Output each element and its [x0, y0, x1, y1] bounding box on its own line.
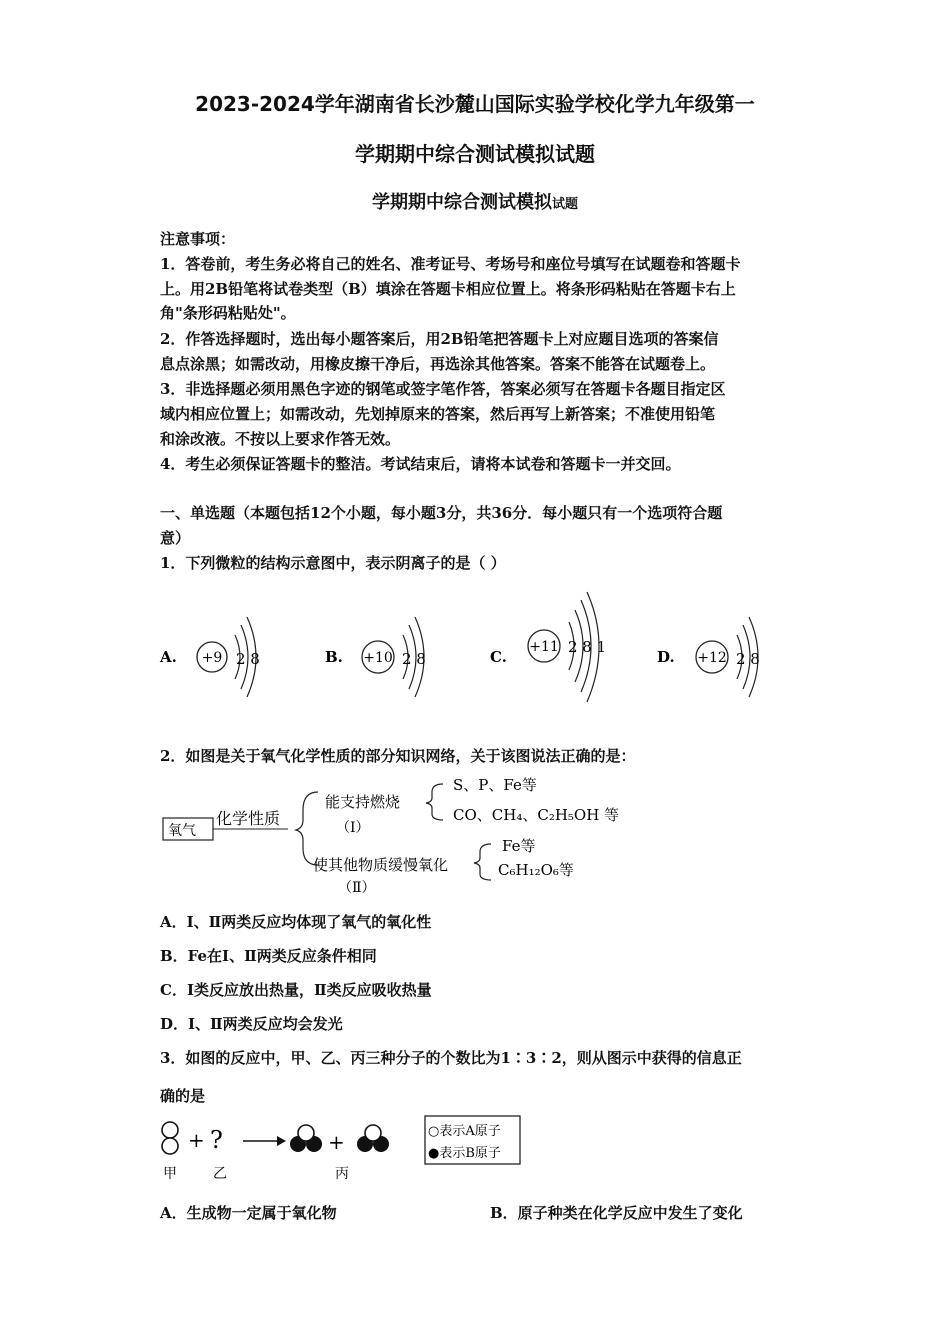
q3-option-a: A．生成物一定属于氧化物 — [160, 1204, 337, 1222]
q1-option-b-atom — [362, 617, 426, 697]
page-title-line3-main: 学期期中综合测试模拟 — [371, 192, 552, 213]
q3-question-mark: ? — [210, 1126, 223, 1154]
q2-cat1-number: （Ⅰ） — [336, 820, 370, 836]
q3-molecule-bing-1 — [290, 1125, 322, 1152]
q1-option-c-nucleus: +11 — [529, 639, 559, 655]
page-title-line1: 2023-2024学年湖南省长沙麓山国际实验学校化学九年级第一 — [195, 92, 755, 116]
q1-option-c-atom — [528, 592, 606, 702]
q1-option-a-shells: 2 8 — [236, 650, 260, 668]
q2-option-c: C．Ⅰ类反应放出热量，Ⅱ类反应吸收热量 — [160, 981, 432, 999]
q3-label-bing: 丙 — [335, 1166, 349, 1182]
notice-heading: 注意事项： — [160, 230, 236, 248]
page-title-line2: 学期期中综合测试模拟试题 — [355, 142, 595, 166]
notice-line: 息点涂黑；如需改动，用橡皮擦干净后，再选涂其他答案。答案不能答在试题卷上。 — [160, 355, 716, 373]
notice-line: 域内相应位置上；如需改动，先划掉原来的答案，然后再写上新答案；不准使用铅笔 — [160, 405, 716, 423]
q2-option-a: A．Ⅰ、Ⅱ两类反应均体现了氧气的氧化性 — [160, 913, 432, 931]
q2-option-d: D．Ⅰ、Ⅱ两类反应均会发光 — [160, 1015, 343, 1033]
notice-line: 1．答卷前，考生务必将自己的姓名、准考证号、考场号和座位号填写在试题卷和答题卡 — [160, 255, 741, 273]
q3-molecule-jia — [162, 1122, 178, 1154]
section-heading: 一、单选题（本题包括12个小题，每小题3分，共36分．每小题只有一个选项符合题 — [160, 504, 723, 522]
notice-line: 角"条形码粘贴处"。 — [160, 304, 296, 322]
q1-option-b-shells: 2 8 — [402, 650, 426, 668]
page-title-line3 — [0, 188, 950, 214]
q2-cat2-label: 使其他物质缓慢氧化 — [313, 856, 449, 874]
q3-plus-sign-2: + — [328, 1130, 345, 1154]
page-title-line3-small: 试题 — [551, 197, 578, 212]
notice-line: 4．考生必须保证答题卡的整洁。考试结束后，请将本试卷和答题卡一并交回。 — [160, 455, 681, 473]
q2-root-label: 氧气 — [168, 823, 196, 839]
notice-line: 2．作答选择题时，选出每小题答案后，用2B铅笔把答题卡上对应题目选项的答案信 — [160, 330, 719, 348]
q3-plus-sign-1: + — [188, 1128, 205, 1152]
q3-stem-line1: 3．如图的反应中，甲、乙、丙三种分子的个数比为1∶3∶2，则从图示中获得的信息正 — [160, 1049, 742, 1067]
q2-cat1-item2: CO、CH₄、C₂H₅OH 等 — [453, 806, 620, 824]
q1-option-d-label: D. — [657, 648, 675, 666]
q2-branch-label: 化学性质 — [216, 809, 281, 828]
q1-stem: 1．下列微粒的结构示意图中，表示阴离子的是（ ） — [160, 554, 506, 572]
notice-line: 和涂改液。不按以上要求作答无效。 — [160, 430, 401, 448]
q3-legend-b: ●表示B原子 — [428, 1146, 501, 1161]
q3-reaction-diagram — [155, 1112, 535, 1187]
q3-molecule-bing-2 — [357, 1125, 389, 1152]
section-heading-cont: 意） — [160, 529, 191, 547]
q2-cat2-number: （Ⅱ） — [338, 880, 376, 896]
notice-line: 3．非选择题必须用黑色字迹的钢笔或签字笔作答，答案必须写在答题卡各题目指定区 — [160, 380, 726, 398]
q1-option-c-label: C. — [490, 648, 507, 666]
q3-label-jia: 甲 — [163, 1166, 177, 1182]
notice-line: 上。用2B铅笔将试卷类型（B）填涂在答题卡相应位置上。将条形码粘贴在答题卡右上 — [160, 280, 736, 298]
q3-label-yi: 乙 — [213, 1166, 227, 1182]
q1-option-b-nucleus: +10 — [363, 650, 393, 666]
q1-atom-diagrams — [150, 590, 790, 710]
q2-cat1-item1: S、P、Fe等 — [453, 776, 537, 794]
q1-option-a-atom — [197, 617, 260, 697]
q2-main-brace — [296, 792, 318, 865]
q1-option-a-nucleus: +9 — [201, 650, 223, 666]
q2-cat2-item2: C₆H₁₂O₆等 — [498, 861, 574, 879]
q2-cat2-item1: Fe等 — [502, 837, 536, 855]
q2-knowledge-diagram — [158, 770, 638, 900]
q1-option-a-label: A. — [160, 648, 177, 666]
q1-option-d-nucleus: +12 — [697, 650, 727, 666]
q2-option-b: B．Fe在Ⅰ、Ⅱ两类反应条件相同 — [160, 947, 377, 965]
q1-option-c-shells: 2 8 1 — [568, 638, 607, 656]
q3-option-b: B．原子种类在化学反应中发生了变化 — [490, 1204, 743, 1222]
q3-legend-a: ○表示A原子 — [428, 1124, 501, 1139]
q1-option-d-atom — [696, 617, 760, 697]
q2-cat1-label: 能支持燃烧 — [325, 793, 401, 811]
q3-stem-line2: 确的是 — [160, 1087, 206, 1105]
q1-option-b-label: B. — [325, 648, 343, 666]
q2-stem: 2．如图是关于氧气化学性质的部分知识网络，关于该图说法正确的是： — [160, 747, 636, 765]
q1-option-d-shells: 2 8 — [736, 650, 760, 668]
